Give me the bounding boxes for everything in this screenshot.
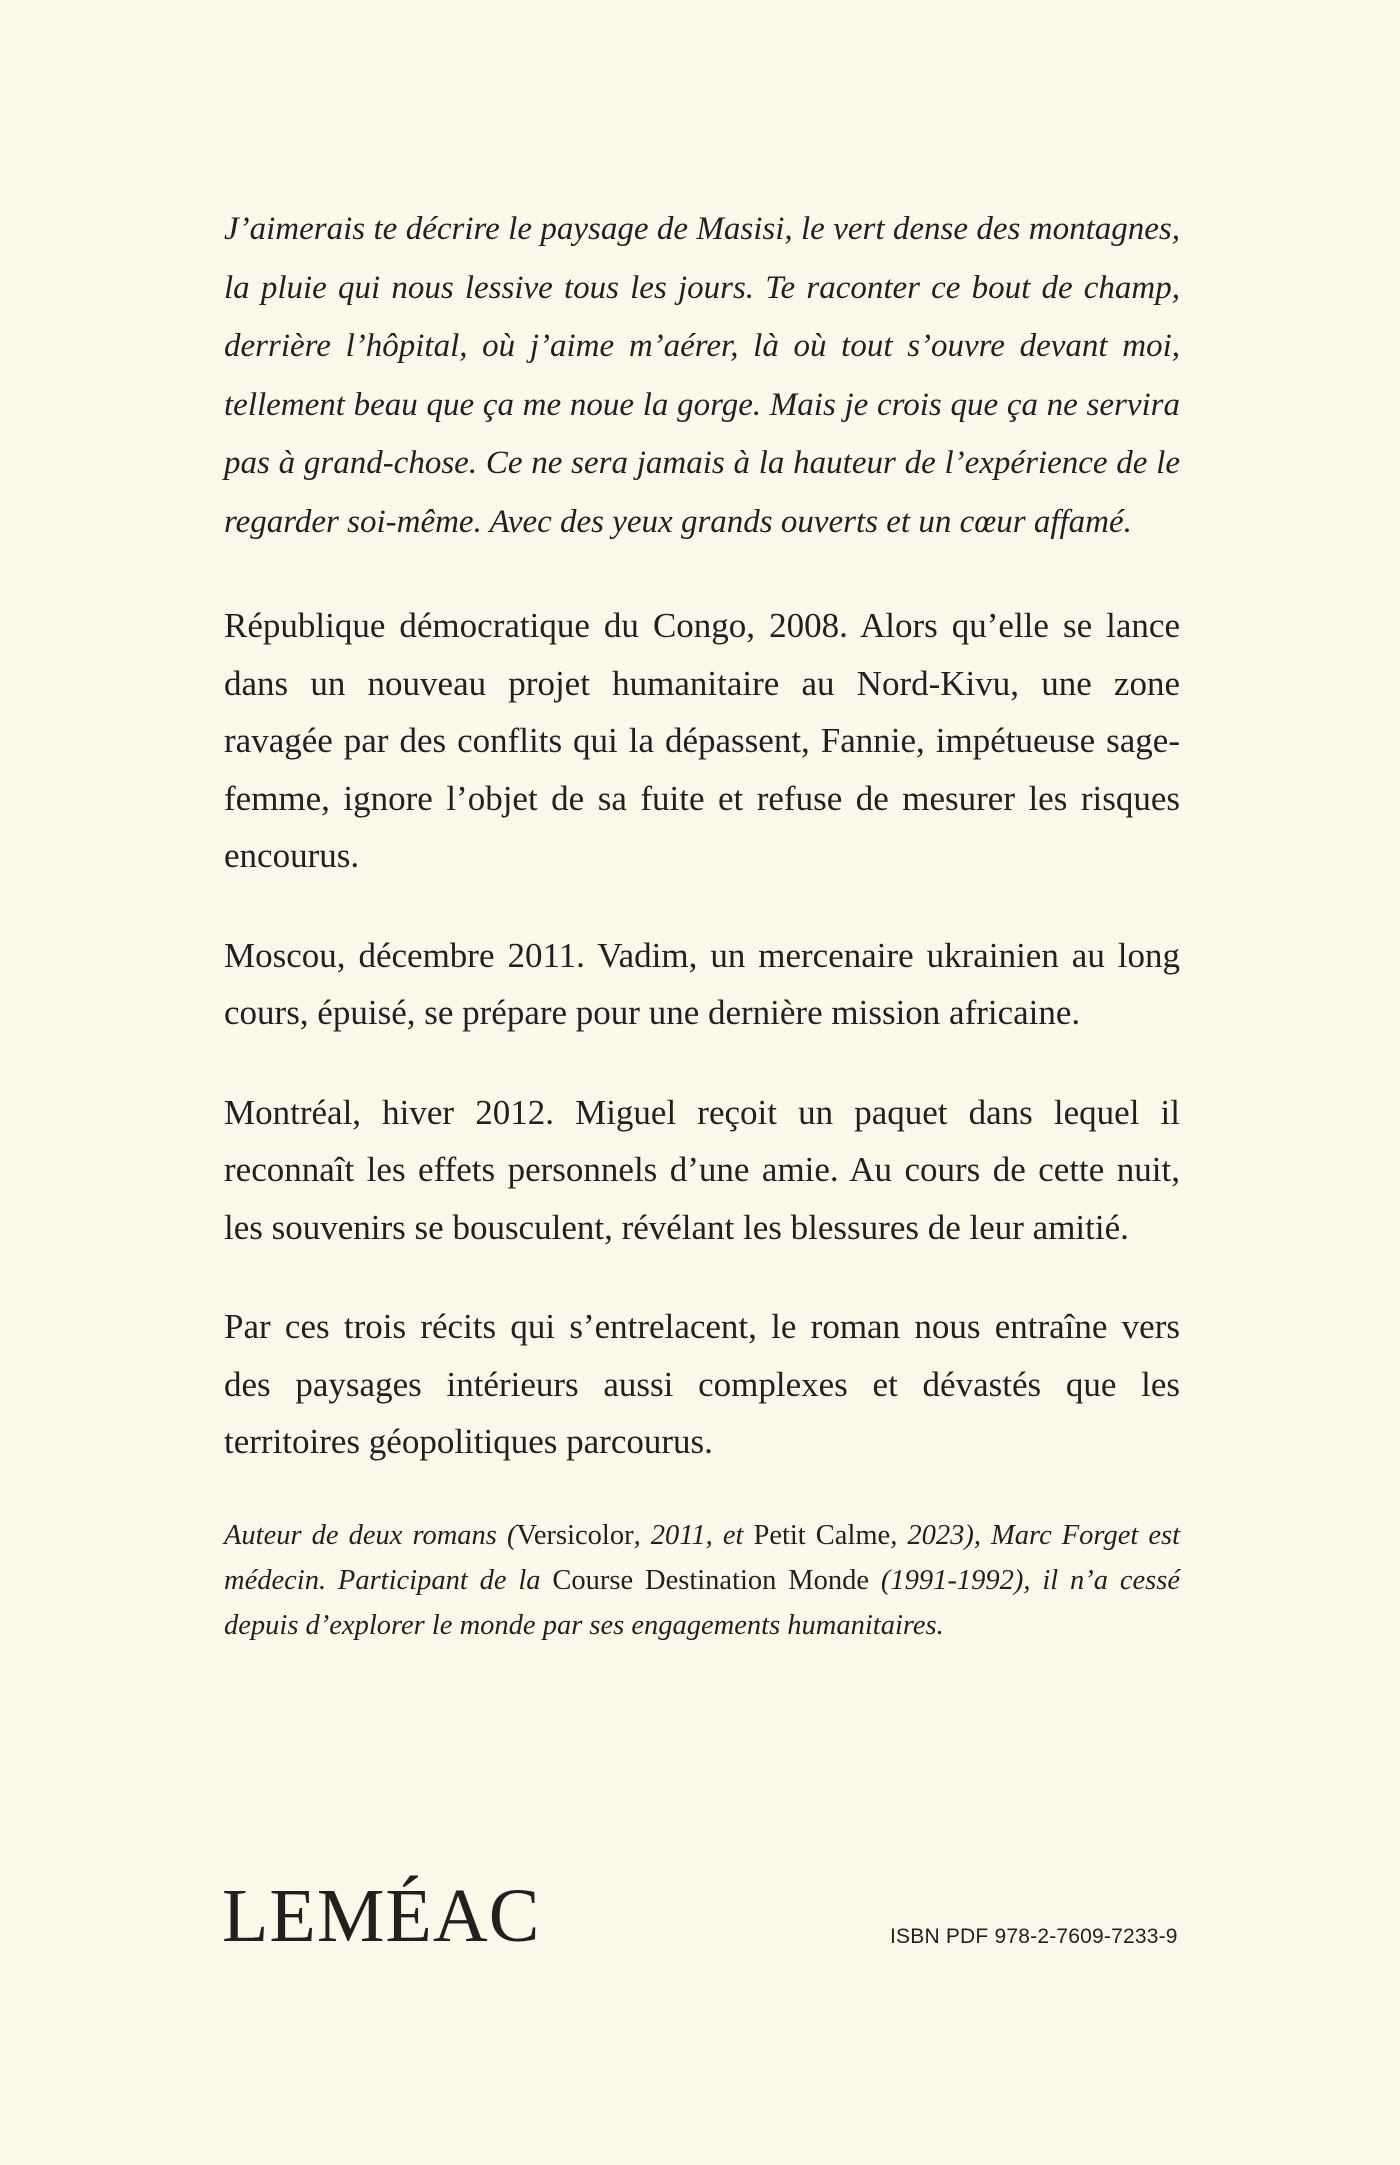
author-bio [224, 1513, 1180, 1648]
bio-book-title: Petit Calme [753, 1519, 891, 1551]
bio-book-title: Versicolor [516, 1519, 634, 1551]
bio-text: , 2023), Marc Forget est médecin. Participant de la [224, 1519, 1181, 1596]
back-cover-text [224, 200, 1180, 1648]
summary-paragraph-montreal: Montréal, hiver 2012. Miguel reçoit un paquet dans lequel il reconnaît les effets personnels d’une amie. Au cours de cette nuit, les souvenirs se bousculent, révélant les blessures de leur amitié. [224, 1092, 1180, 1247]
isbn: ISBN PDF 978-2-7609-7233-9 [890, 1925, 1178, 1948]
excerpt-quote: J’aimerais te décrire le paysage de Masisi, le vert dense des montagnes, la pluie qui nous lessive tous les jours. Te raconter ce bout de champ, derrière l’hôpital, où j’aime m’aérer, là où tout s’ouvre devant moi, tellement beau que ça me noue la gorge. Mais je crois que ça ne servira pas à grand-chose. Ce ne sera jamais à la hauteur de l’expérience de le regarder soi-même. Avec des yeux grands ouverts et un cœur affamé. [224, 211, 1180, 540]
bio-text: , 2011, et [633, 1519, 754, 1551]
summary-paragraph-moscou: Moscou, décembre 2011. Vadim, un mercenaire ukrainien au long cours, épuisé, se prépare pour une dernière mission africaine. [224, 935, 1180, 1032]
summary-paragraph-congo: République démocratique du Congo, 2008. Alors qu’elle se lance dans un nouveau projet humanitaire au Nord-Kivu, une zone ravagée par des conflits qui la dépassent, Fannie, impétueuse sage-femme, ignore l’objet de sa fuite et refuse de mesurer les risques encourus. [224, 606, 1180, 875]
bio-text: (1991-1992), il n’a cessé depuis d’explorer le monde par ses engagements humanitaires. [224, 1564, 1180, 1641]
summary-paragraph-conclusion: Par ces trois récits qui s’entrelacent, le roman nous entraîne vers des paysages intérieurs aussi complexes et dévastés que les territoires géopolitiques parcourus. [224, 1307, 1180, 1461]
bio-event-title: Course Destination Monde [552, 1564, 869, 1596]
bio-text: Auteur de deux romans ( [224, 1519, 517, 1551]
publisher-logo: LEMÉAC [222, 1874, 541, 1958]
